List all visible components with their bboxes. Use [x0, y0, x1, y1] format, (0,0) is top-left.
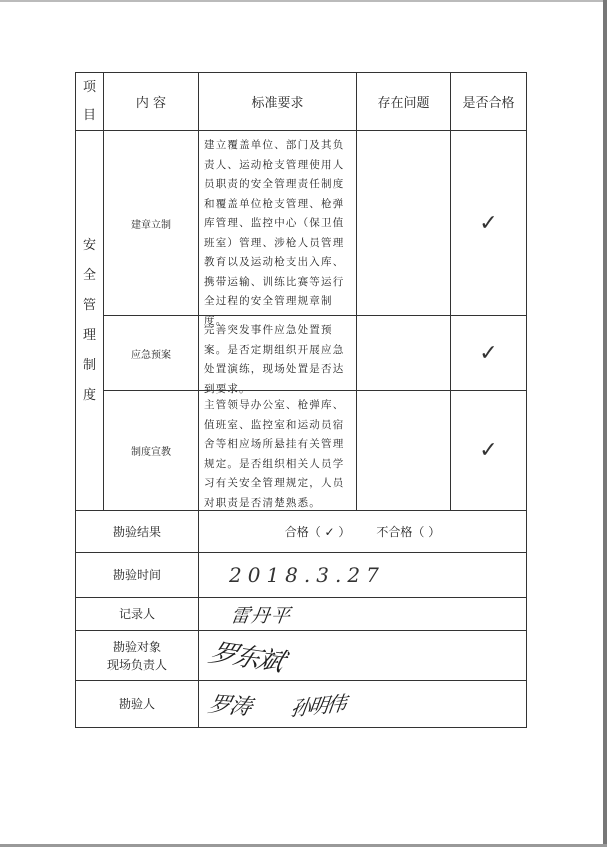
- row-requirement: 建立覆盖单位、部门及其负责人、运动枪支管理使用人员职责的安全管理责任制度和覆盖单位枪支管理、枪弹库管理、监控中心（保卫值班室）管理、涉枪人员管理教育以及运动枪支出入库、携带运输、训练比赛等运行全过程的安全管理规章制度。: [198, 130, 357, 316]
- time-label: 勘验时间: [75, 552, 199, 598]
- row-pass-check: ✓: [450, 130, 527, 316]
- row-requirement: 主管领导办公室、枪弹库、值班室、监控室和运动员宿舍等相应场所悬挂有关管理规定。是否组织相关人员学习有关安全管理规定，人员对职责是否清楚熟悉。: [198, 390, 357, 511]
- row-pass-check: ✓: [450, 315, 527, 391]
- category-cell: [75, 130, 104, 511]
- row-issue: [356, 130, 451, 316]
- time-cell: [198, 552, 527, 598]
- responsible-label-line2: 现场负责人: [106, 657, 167, 672]
- recorder-label: 记录人: [75, 597, 199, 631]
- recorder-signature: 雷丹平: [229, 604, 293, 627]
- scan-edge-right: [603, 0, 607, 847]
- responsible-label-line1: 勘验对象: [112, 639, 161, 654]
- row-issue: [356, 315, 451, 391]
- responsible-signature: 罗东斌: [205, 638, 288, 678]
- result-value: [198, 510, 527, 553]
- result-fail: 不合格（ ）: [376, 524, 441, 539]
- header-content: 内 容: [103, 72, 199, 131]
- header-issue: 存在问题: [356, 72, 451, 131]
- row-requirement: 完善突发事件应急处置预案。是否定期组织开展应急处置演练，现场处置是否达到要求。: [198, 315, 357, 391]
- category-label: 安全管理制度: [82, 237, 96, 403]
- recorder-cell: [198, 597, 527, 631]
- result-label: 勘验结果: [75, 510, 199, 553]
- header-pass: 是否合格: [450, 72, 527, 131]
- row-content: 制度宣教: [103, 390, 199, 511]
- inspector-cell: [198, 680, 527, 728]
- inspector-signature-2: 孙明伟: [289, 690, 347, 721]
- scan-edge-top: [0, 0, 607, 2]
- responsible-label: [75, 630, 199, 681]
- header-requirement: 标准要求: [198, 72, 357, 131]
- inspector-label: 勘验人: [75, 680, 199, 728]
- result-pass: 合格（ ✓ ）: [284, 524, 351, 539]
- header-item: 项目: [75, 72, 104, 131]
- row-issue: [356, 390, 451, 511]
- time-value: 2018.3.27: [229, 563, 385, 587]
- row-content: 应急预案: [103, 315, 199, 391]
- responsible-cell: [198, 630, 527, 681]
- row-pass-check: ✓: [450, 390, 527, 511]
- row-content: 建章立制: [103, 130, 199, 316]
- inspector-signature-1: 罗涛: [206, 692, 254, 720]
